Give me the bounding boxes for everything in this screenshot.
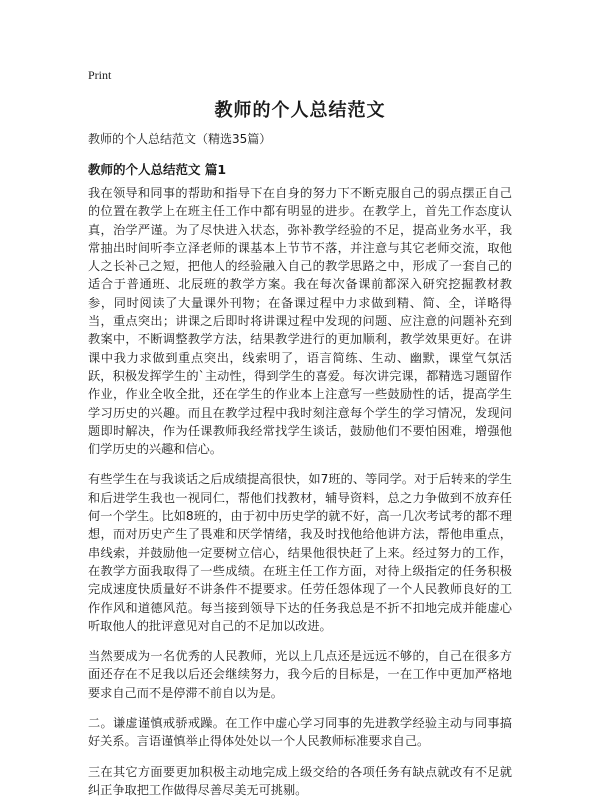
- print-link[interactable]: Print: [88, 68, 112, 82]
- paragraph-5: 三在其它方面要更加积极主动地完成上级交给的各项任务有缺点就改有不足就纠正争取把工作做得尽善尽美无可挑剔。: [88, 764, 512, 797]
- body-text: [88, 184, 512, 811]
- paragraph-4: 二。谦虚谨慎戒骄戒躁。在工作中虚心学习同事的先进教学经验主动与同事搞好关系。言语谨慎举止得体处处以一个人民教师标准要求自己。: [88, 716, 512, 749]
- section-heading: 教师的个人总结范文 篇1: [88, 162, 227, 177]
- paragraph-3: 当然要成为一名优秀的人民教师，光以上几点还是远远不够的，自己在很多方面还存在不足我以后还会继续努力，我今后的目标是，一在工作中更加严格地要求自己而不是停滞不前自以为是。: [88, 649, 512, 700]
- page-title: 教师的个人总结范文: [214, 100, 386, 121]
- document-subtitle: 教师的个人总结范文（精选35篇）: [88, 132, 272, 146]
- paragraph-1: 我在领导和同事的帮助和指导下在自身的努力下不断克服自己的弱点摆正自己的位置在教学上在班主任工作中都有明显的进步。在教学上，首先工作态度认真，治学严谨。为了尽快进入状态，弥补教学经验的不足，提高业务水平，我常抽出时间听李立泽老师的课基本上节节不落，并注意与其它老师交流，取他人之长补己之短，把他人的经验融入自己的教学思路之中，形成了一套自己的适合于普通班、北辰班的教学方案。我在每次备课前都深入研究挖掘教材教参，同时阅读了大量课外刊物；在备课过程中力求做到精、简、全，详略得当，重点突出；讲课之后即时将讲课过程中发现的问题、应注意的问题补充到教案中，不断调整教学方法，结果教学进行的更加顺利，教学效果更好。在讲课中我力求做到重点突出，线索明了，语言简练、生动、幽默，课堂气氛活跃，积极发挥学生的`主动性，得到学生的喜爱。每次讲完课，都精选习题留作作业，作业全收全批，还在学生的作业本上注意写一些鼓励性的话，提高学生学习历史的兴趣。而且在教学过程中我时刻注意每个学生的学习情况，发现问题即时解决，作为任课教师我经常找学生谈话，鼓励他们不要怕困难，增强他们学历史的兴趣和信心。: [88, 186, 512, 457]
- paragraph-2: 有些学生在与我谈话之后成绩提高很快，如7班的、等同学。对于后转来的学生和后进学生我也一视同仁，帮他们找教材，辅导资料，总之力争做到不放弃任何一个学生。比如8班的，由于初中历史学的就不好，高一几次考试考的都不理想，而对历史产生了畏难和厌学情绪，我及时找他给他讲方法，帮他串重点，串线索，并鼓励他一定要树立信心，结果他很快赶了上来。经过努力的工作，在教学方面我取得了一些成绩。在班主任工作方面，对待上级指定的任务积极完成速度快质量好不讲条件不提要求。任劳任怨体现了一个人民教师良好的工作作风和道德风范。每当接到领导下达的任务我总是不折不扣地完成并能虚心听取他人的批评意见对自己的不足加以改进。: [88, 472, 512, 633]
